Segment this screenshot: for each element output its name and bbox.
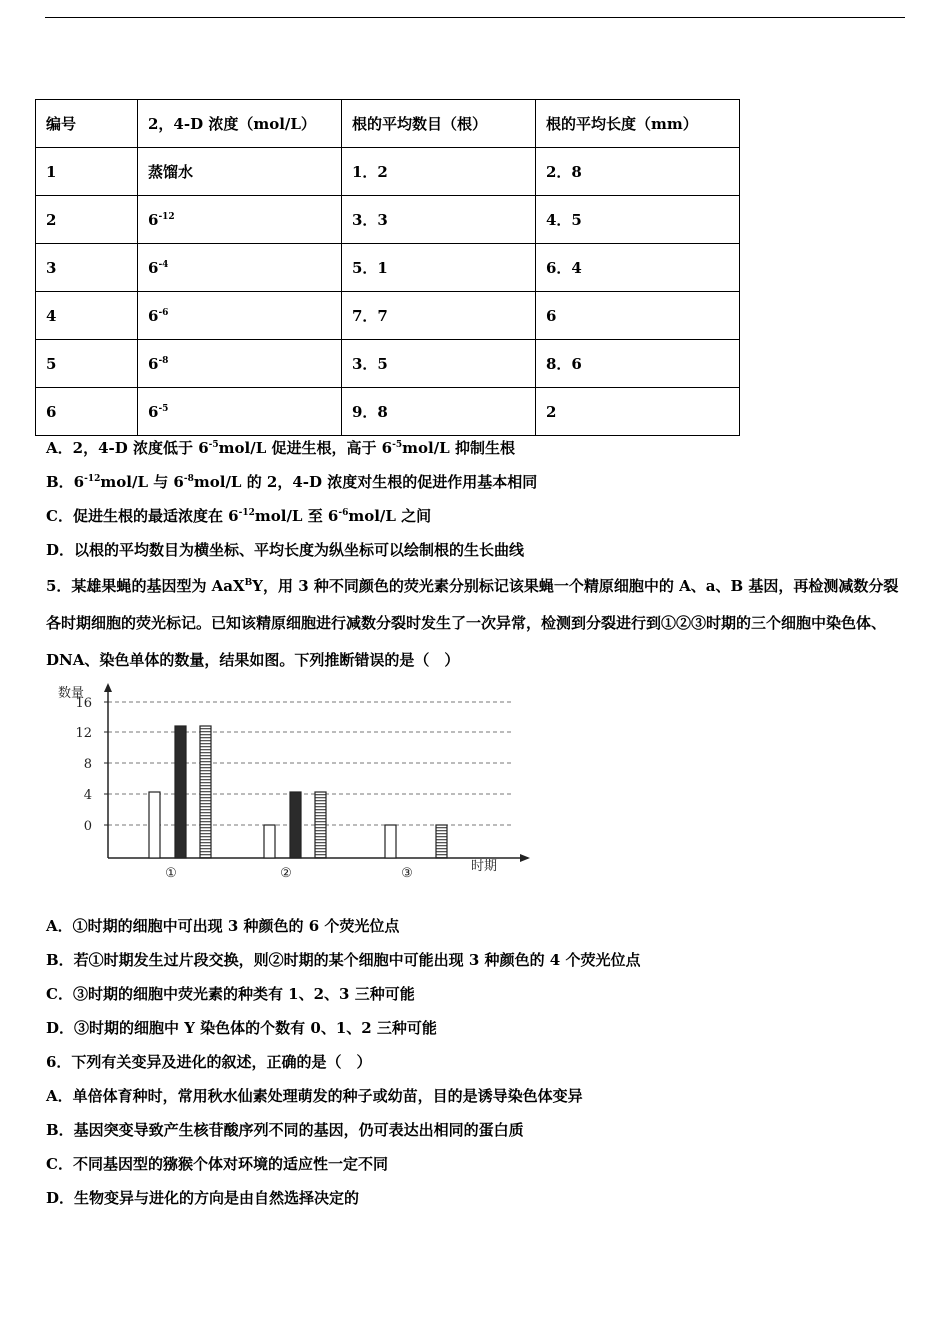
bar-striped: [436, 825, 447, 858]
experiment-table: [35, 99, 740, 436]
q5-option-c: C．③时期的细胞中荧光素的种类有 1、2、3 三种可能: [46, 985, 415, 1003]
x-category-label: ①: [165, 866, 177, 880]
y-tick-label: 8: [83, 757, 92, 772]
q6-option-d: D．生物变异与进化的方向是由自然选择决定的: [46, 1189, 360, 1207]
q5-stem: 5．某雄果蝇的基因型为 AaX$^B$Y，用 3 种不同颜色的荧光素分别标记该果蝇一个精原细胞中的 A、a、B 基因，再检测减数分裂各时期细胞的荧光标记。已知该精原细胞进行减数分裂时发生了一次异常，检测到分裂进行到①②③时期的三个细胞中染色体、DNA、染色单体的数量，结果如图。下列推断错误的是（ ）: [46, 577, 899, 669]
cell-root-length: 8．6: [536, 340, 740, 388]
header-id: 编号: [36, 100, 138, 148]
y-tick-label: 16: [75, 696, 92, 711]
y-tick-label: 12: [75, 726, 92, 741]
q4-option-c: C．促进生根的最适浓度在 $6^{-12}mol/L$ 至 $6^{-6}mol/L$ 之间: [46, 507, 432, 525]
bar-hollow: [149, 792, 160, 858]
q5-option-d: D．③时期的细胞中 Y 染色体的个数有 0、1、2 三种可能: [46, 1019, 437, 1037]
q6-option-b: B．基因突变导致产生核苷酸序列不同的基因，仍可表达出相同的蛋白质: [46, 1121, 524, 1139]
q4-option-a: A．2，4-D 浓度低于 $6^{-5}mol/L$ 促进生根，高于 $6^{-5}mol/L$ 抑制生根: [46, 439, 515, 457]
cell-id: 1: [36, 148, 138, 196]
header-root-length: 根的平均长度（mm）: [536, 100, 740, 148]
cell-root-length: 2: [536, 388, 740, 436]
q4-option-b: B．$6^{-12}mol/L$ 与 $6^{-8}mol/L$ 的 2，4-D 浓度对生根的促进作用基本相同: [46, 473, 538, 491]
cell-root-length: 6．4: [536, 244, 740, 292]
x-category-label: ②: [280, 866, 292, 880]
table-row: [36, 196, 740, 244]
y-axis-arrow: [104, 683, 112, 692]
bar-solid: [290, 792, 301, 858]
cell-id: 5: [36, 340, 138, 388]
x-axis-arrow: [520, 854, 530, 862]
header-rule: [45, 17, 905, 18]
cell-id: 2: [36, 196, 138, 244]
header-root-count: 根的平均数目（根）: [342, 100, 536, 148]
cell-concentration: $6^{-5}$: [138, 388, 342, 436]
table-row: [36, 244, 740, 292]
y-tick-label: 4: [83, 788, 92, 803]
x-axis-label: 时期: [471, 859, 498, 874]
cell-id: 6: [36, 388, 138, 436]
q6-stem: 6．下列有关变异及进化的叙述，正确的是（ ）: [46, 1053, 372, 1071]
q5-option-b: B．若①时期发生过片段交换，则②时期的某个细胞中可能出现 3 种颜色的 4 个荧光位点: [46, 951, 641, 969]
cell-root-length: 4．5: [536, 196, 740, 244]
cell-concentration: $6^{-4}$: [138, 244, 342, 292]
cell-id: 3: [36, 244, 138, 292]
x-category-label: ③: [401, 866, 413, 880]
cell-root-count: 3．5: [342, 340, 536, 388]
table-row: [36, 148, 740, 196]
table-row: [36, 388, 740, 436]
table-header-row: [36, 100, 740, 148]
header-concentration: 2，4-D 浓度（mol/L）: [138, 100, 342, 148]
q6-option-a: A．单倍体育种时，常用秋水仙素处理萌发的种子或幼苗，目的是诱导染色体变异: [46, 1087, 583, 1105]
bar-striped: [315, 792, 326, 858]
cell-concentration: $6^{-8}$: [138, 340, 342, 388]
q5-option-a: A．①时期的细胞中可出现 3 种颜色的 6 个荧光位点: [46, 917, 400, 935]
table-row: [36, 292, 740, 340]
cell-root-length: 6: [536, 292, 740, 340]
cell-root-count: 5．1: [342, 244, 536, 292]
bar-solid: [175, 726, 186, 858]
y-axis-label: 数量: [58, 686, 85, 701]
table-row: [36, 340, 740, 388]
q6-option-c: C．不同基因型的猕猴个体对环境的适应性一定不同: [46, 1155, 388, 1173]
cell-concentration: $6^{-12}$: [138, 196, 342, 244]
q4-option-d: D．以根的平均数目为横坐标、平均长度为纵坐标可以绘制根的生长曲线: [46, 541, 525, 559]
cell-root-count: 9．8: [342, 388, 536, 436]
bar-striped: [200, 726, 211, 858]
bar-chart: [50, 680, 540, 880]
cell-concentration: 蒸馏水: [138, 148, 342, 196]
cell-root-length: 2．8: [536, 148, 740, 196]
y-tick-label: 0: [83, 819, 92, 834]
cell-root-count: 3．3: [342, 196, 536, 244]
cell-id: 4: [36, 292, 138, 340]
cell-root-count: 1．2: [342, 148, 536, 196]
bar-hollow: [385, 825, 396, 858]
cell-concentration: $6^{-6}$: [138, 292, 342, 340]
bar-hollow: [264, 825, 275, 858]
cell-root-count: 7．7: [342, 292, 536, 340]
